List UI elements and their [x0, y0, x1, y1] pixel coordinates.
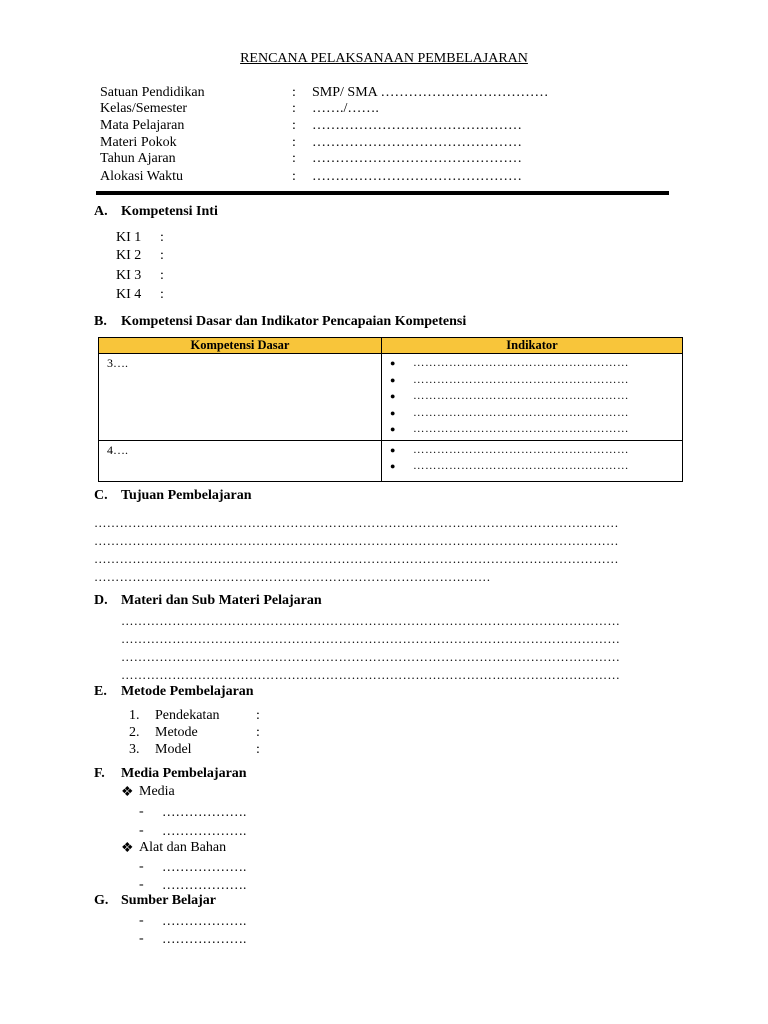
indikator-item: ● ……………………………………………… — [390, 458, 674, 475]
identity-value-mapel: ……………………………………… — [312, 118, 522, 133]
media-group-label: Media — [139, 784, 175, 799]
dash: - — [139, 877, 144, 892]
indikator-item: ● ……………………………………………… — [390, 405, 674, 422]
identity-colon: : — [292, 85, 296, 100]
ki-item-4: KI 4 — [116, 287, 142, 302]
materi-line: ……………………………………………………………………………………………………… — [121, 668, 621, 682]
tujuan-line: …………………………………………………………………………………………………………… — [94, 552, 619, 566]
indikator-list — [390, 355, 674, 438]
metode-num: 2. — [129, 725, 140, 740]
section-f-title: Media Pembelajaran — [121, 766, 247, 781]
sumber-item: ………………. — [162, 913, 247, 928]
kd-indikator-table — [98, 337, 683, 482]
ki-colon: : — [160, 287, 164, 302]
metode-colon: : — [256, 725, 260, 740]
materi-line: ……………………………………………………………………………………………………… — [121, 650, 621, 664]
indikator-item: ● ……………………………………………… — [390, 372, 674, 389]
kd-cell: 3…. — [99, 354, 382, 441]
ki-colon: : — [160, 268, 164, 283]
diamond-bullet-icon: ❖ — [121, 785, 134, 800]
tujuan-line: …………………………………………………………………………………………………………… — [94, 516, 619, 530]
indikator-cell — [382, 440, 683, 481]
section-a-letter: A. — [94, 204, 108, 219]
tujuan-line: …………………………………………………………………………………………………………… — [94, 534, 619, 548]
alat-bahan-item: ………………. — [162, 877, 247, 892]
metode-num: 1. — [129, 708, 140, 723]
section-b-title: Kompetensi Dasar dan Indikator Pencapaian Kompetensi — [121, 314, 467, 329]
diamond-bullet-icon: ❖ — [121, 841, 134, 856]
section-e-title: Metode Pembelajaran — [121, 684, 254, 699]
section-e-letter: E. — [94, 684, 107, 699]
section-g-title: Sumber Belajar — [121, 893, 217, 908]
dash: - — [139, 931, 144, 946]
tujuan-line: ………………………………………………………………………………… — [94, 570, 491, 584]
metode-label-pendekatan: Pendekatan — [155, 708, 220, 723]
table-header-kd: Kompetensi Dasar — [99, 338, 382, 354]
identity-colon: : — [292, 101, 296, 116]
page-title: RENCANA PELAKSANAAN PEMBELAJARAN — [240, 51, 528, 66]
dash: - — [139, 859, 144, 874]
identity-value-kelas: ……./……. — [312, 101, 379, 116]
section-f-letter: F. — [94, 766, 105, 781]
indikator-item: ● ……………………………………………… — [390, 442, 674, 459]
materi-line: ……………………………………………………………………………………………………… — [121, 614, 621, 628]
identity-label-mapel: Mata Pelajaran — [100, 118, 185, 133]
section-d-title: Materi dan Sub Materi Pelajaran — [121, 593, 322, 608]
metode-label-model: Model — [155, 742, 192, 757]
metode-num: 3. — [129, 742, 140, 757]
header-divider — [96, 191, 669, 195]
media-item: ………………. — [162, 823, 247, 838]
identity-label-materi: Materi Pokok — [100, 135, 177, 150]
metode-colon: : — [256, 742, 260, 757]
kd-cell: 4…. — [99, 440, 382, 481]
indikator-item: ● ……………………………………………… — [390, 355, 674, 372]
table-row — [99, 440, 683, 481]
identity-label-kelas: Kelas/Semester — [100, 101, 188, 116]
identity-colon: : — [292, 135, 296, 150]
ki-colon: : — [160, 248, 164, 263]
alat-bahan-item: ………………. — [162, 859, 247, 874]
identity-value-satuan: SMP/ SMA ……………………………… — [312, 85, 549, 100]
table-header-row — [99, 338, 683, 354]
section-g-letter: G. — [94, 893, 109, 908]
dash: - — [139, 913, 144, 928]
identity-label-satuan: Satuan Pendidikan — [100, 85, 205, 100]
ki-colon: : — [160, 230, 164, 245]
identity-label-alokasi: Alokasi Waktu — [100, 169, 183, 184]
table-row — [99, 354, 683, 441]
identity-colon: : — [292, 151, 296, 166]
alat-bahan-group-label: Alat dan Bahan — [139, 840, 227, 855]
section-a-title: Kompetensi Inti — [121, 204, 218, 219]
metode-label-metode: Metode — [155, 725, 198, 740]
identity-value-materi: ……………………………………… — [312, 135, 522, 150]
section-b-letter: B. — [94, 314, 107, 329]
identity-colon: : — [292, 169, 296, 184]
identity-colon: : — [292, 118, 296, 133]
table-header-indikator: Indikator — [382, 338, 683, 354]
dash: - — [139, 823, 144, 838]
section-c-title: Tujuan Pembelajaran — [121, 488, 252, 503]
sumber-item: ………………. — [162, 931, 247, 946]
section-c-letter: C. — [94, 488, 108, 503]
identity-label-tahun: Tahun Ajaran — [100, 151, 176, 166]
ki-item-3: KI 3 — [116, 268, 142, 283]
indikator-list — [390, 442, 674, 475]
ki-item-1: KI 1 — [116, 230, 142, 245]
section-d-letter: D. — [94, 593, 108, 608]
indikator-cell — [382, 354, 683, 441]
indikator-item: ● ……………………………………………… — [390, 388, 674, 405]
materi-line: ……………………………………………………………………………………………………… — [121, 632, 621, 646]
dash: - — [139, 804, 144, 819]
ki-item-2: KI 2 — [116, 248, 142, 263]
identity-value-alokasi: ……………………………………… — [312, 169, 522, 184]
indikator-item: ● ……………………………………………… — [390, 421, 674, 438]
identity-value-tahun: ……………………………………… — [312, 151, 522, 166]
metode-colon: : — [256, 708, 260, 723]
media-item: ………………. — [162, 804, 247, 819]
